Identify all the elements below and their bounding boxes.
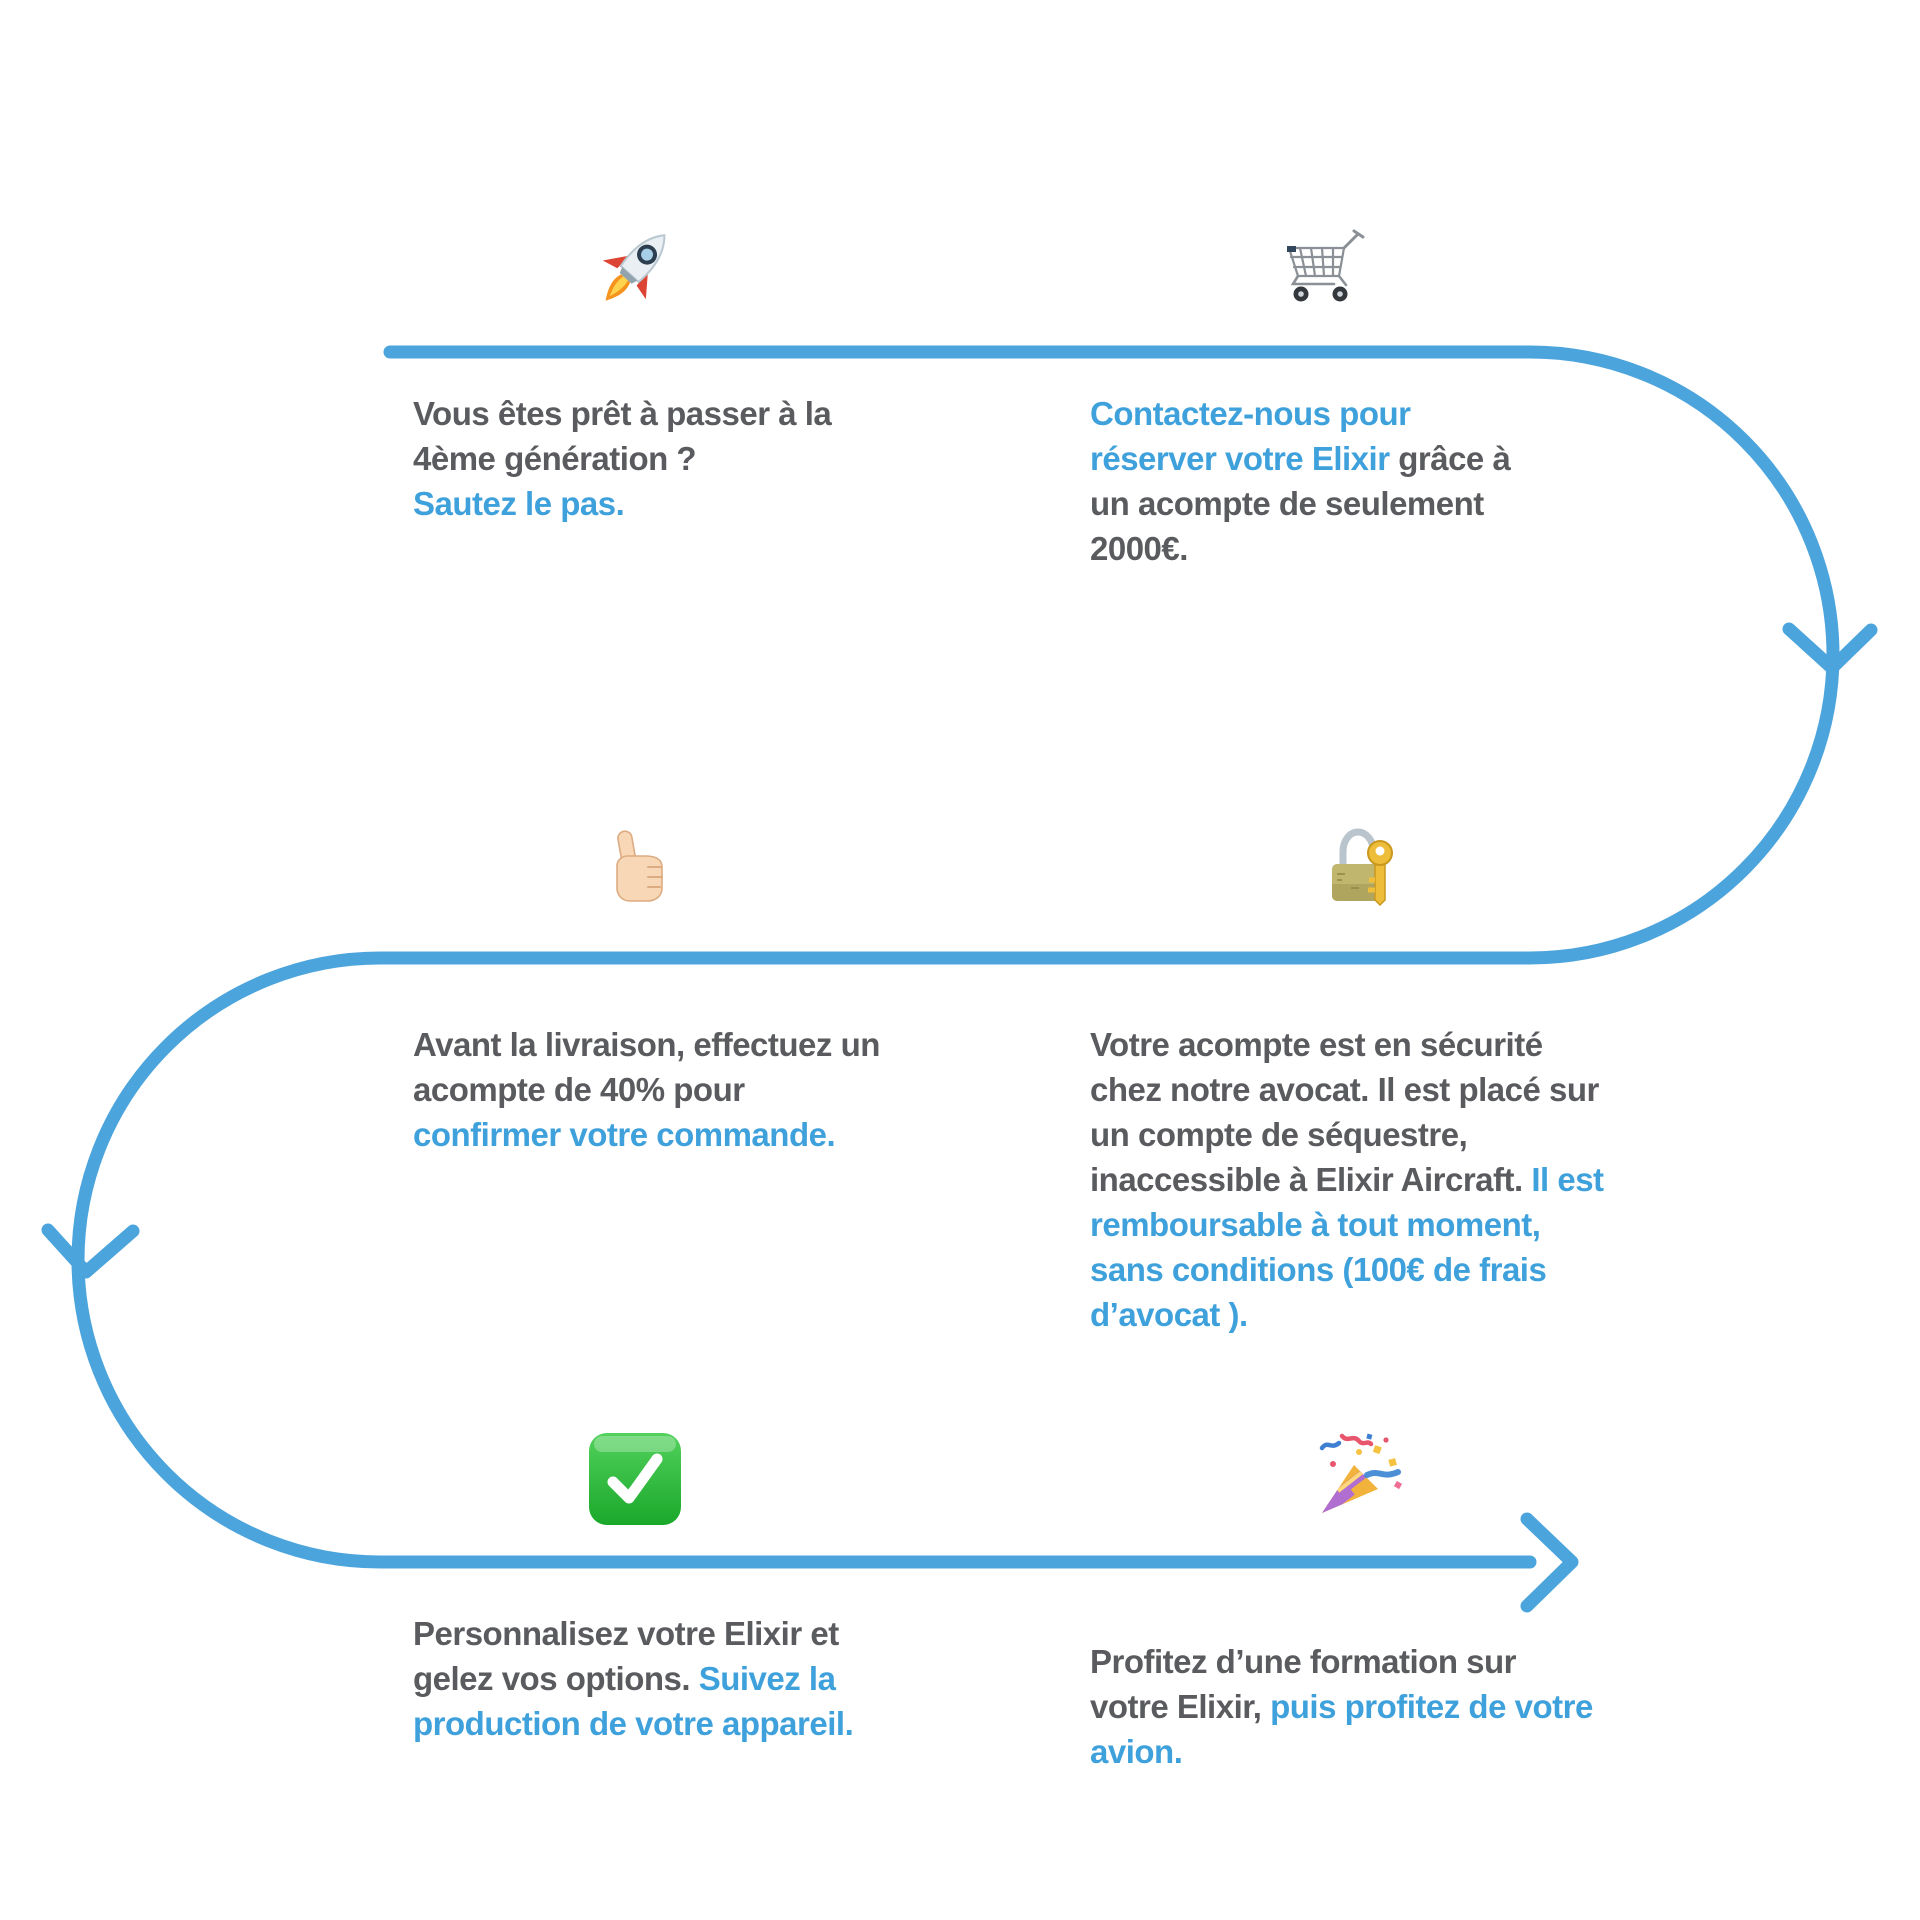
text-line bbox=[413, 436, 831, 481]
text-line bbox=[1090, 1247, 1604, 1292]
flow-arrowhead-left-icon bbox=[48, 1230, 133, 1272]
step-1-text bbox=[413, 391, 831, 526]
text-line bbox=[413, 1701, 853, 1746]
text-line bbox=[1090, 391, 1510, 436]
text-segment-accent: réserver votre Elixir bbox=[1090, 440, 1399, 477]
party-popper-icon bbox=[1312, 1427, 1408, 1523]
text-line bbox=[1090, 526, 1510, 571]
text-line bbox=[1090, 1729, 1593, 1774]
step-5-text bbox=[413, 1611, 853, 1746]
text-segment-accent: Contactez-nous pour bbox=[1090, 395, 1411, 432]
text-line bbox=[413, 1112, 880, 1157]
shopping-cart-icon bbox=[1276, 221, 1372, 317]
text-line bbox=[1090, 1202, 1604, 1247]
text-segment: Avant la livraison, effectuez un bbox=[413, 1026, 880, 1063]
text-line bbox=[413, 1611, 853, 1656]
text-line bbox=[1090, 1639, 1593, 1684]
text-segment: 4ème génération ? bbox=[413, 440, 697, 477]
text-segment: un compte de séquestre, bbox=[1090, 1116, 1468, 1153]
text-segment: grâce à bbox=[1398, 440, 1511, 477]
thumbs-up-icon bbox=[587, 817, 683, 913]
text-line bbox=[1090, 436, 1510, 481]
text-segment-accent: avion. bbox=[1090, 1733, 1183, 1770]
text-segment: inaccessible à Elixir Aircraft. bbox=[1090, 1161, 1532, 1198]
text-segment: Personnalisez votre Elixir et bbox=[413, 1615, 839, 1652]
text-segment-accent: production de votre appareil. bbox=[413, 1705, 854, 1742]
step-2-text bbox=[1090, 391, 1510, 571]
step-3-text bbox=[413, 1022, 880, 1157]
text-segment-accent: Suivez la bbox=[698, 1660, 836, 1697]
text-segment-accent: remboursable à tout moment, bbox=[1090, 1206, 1541, 1243]
text-segment-accent: Sautez le pas. bbox=[413, 485, 625, 522]
text-segment-accent: Il est bbox=[1531, 1161, 1604, 1198]
text-segment: acompte de 40% pour bbox=[413, 1071, 745, 1108]
text-line bbox=[1090, 1292, 1604, 1337]
text-line bbox=[1090, 1684, 1593, 1729]
text-segment: votre Elixir, bbox=[1090, 1688, 1271, 1725]
text-line bbox=[1090, 1157, 1604, 1202]
text-segment: gelez vos options. bbox=[413, 1660, 699, 1697]
text-segment: 2000€. bbox=[1090, 530, 1188, 567]
text-segment: Profitez d’une formation sur bbox=[1090, 1643, 1517, 1680]
text-line bbox=[1090, 1112, 1604, 1157]
text-segment: chez notre avocat. Il est placé sur bbox=[1090, 1071, 1599, 1108]
text-line bbox=[1090, 481, 1510, 526]
text-segment: Votre acompte est en sécurité bbox=[1090, 1026, 1543, 1063]
step-6-text bbox=[1090, 1639, 1593, 1774]
rocket-icon bbox=[587, 220, 683, 316]
text-line bbox=[413, 1656, 853, 1701]
text-segment: Vous êtes prêt à passer à la bbox=[413, 395, 832, 432]
text-segment-accent: d’avocat ). bbox=[1090, 1296, 1248, 1333]
text-line bbox=[413, 1067, 880, 1112]
text-line bbox=[413, 1022, 880, 1067]
text-line bbox=[413, 481, 831, 526]
text-line bbox=[1090, 1067, 1604, 1112]
text-line bbox=[413, 391, 831, 436]
step-4-text bbox=[1090, 1022, 1604, 1337]
text-segment-accent: puis profitez de votre bbox=[1270, 1688, 1593, 1725]
flow-path bbox=[78, 352, 1833, 1562]
text-segment-accent: sans conditions (100€ de frais bbox=[1090, 1251, 1547, 1288]
lock-with-key-icon bbox=[1311, 816, 1407, 912]
text-segment-accent: confirmer votre commande. bbox=[413, 1116, 836, 1153]
text-segment: un acompte de seulement bbox=[1090, 485, 1484, 522]
text-line bbox=[1090, 1022, 1604, 1067]
check-mark-button-icon bbox=[587, 1431, 683, 1527]
